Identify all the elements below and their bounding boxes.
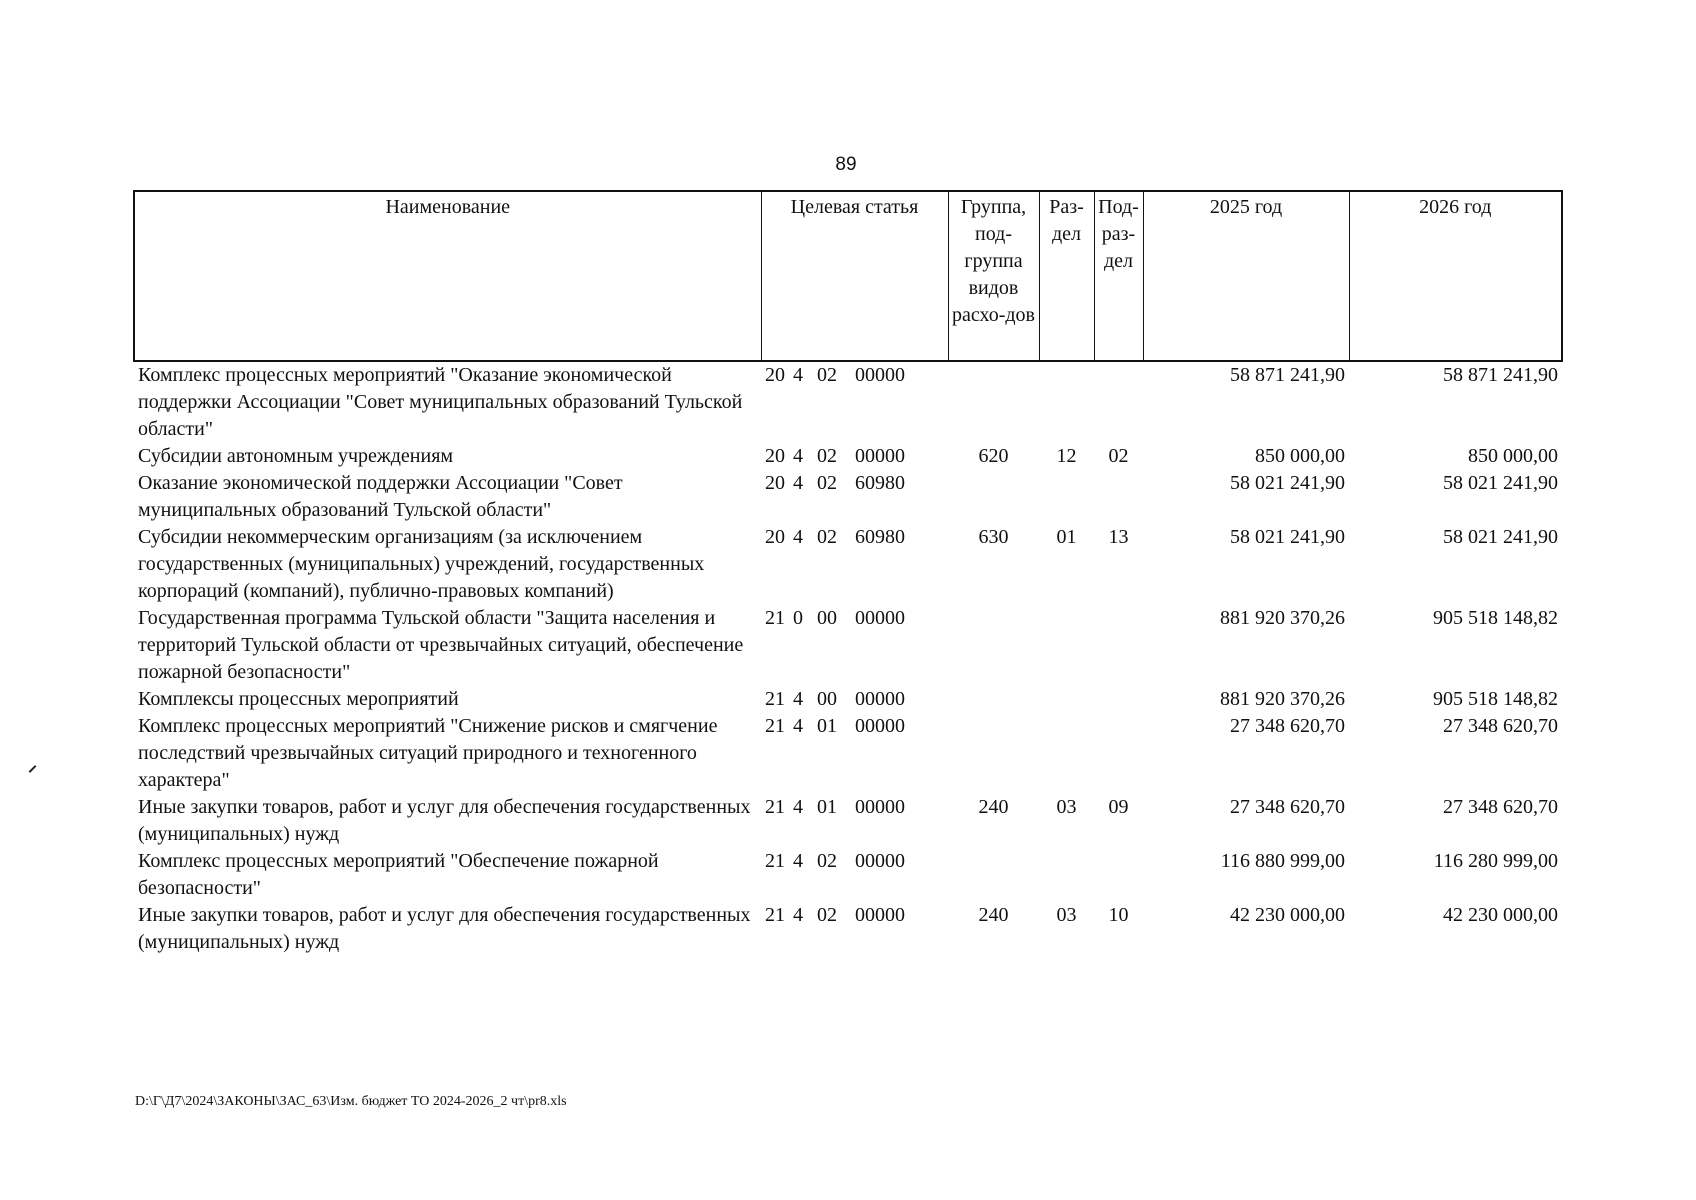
row-target (761, 686, 948, 713)
target-program: 20 (765, 472, 785, 494)
row-2026: 905 518 148,82 (1433, 688, 1558, 710)
header-2025: 2025 год (1143, 191, 1349, 361)
row-section (1039, 686, 1094, 713)
row-target (761, 713, 948, 794)
row-subsection (1094, 470, 1143, 524)
target-complex: 01 (817, 796, 837, 818)
scan-mark (29, 765, 37, 773)
target-complex: 00 (817, 607, 837, 629)
header-name: Наименование (134, 191, 761, 361)
table-row (134, 605, 1562, 686)
target-type: 4 (793, 472, 803, 494)
target-type: 4 (793, 850, 803, 872)
table-row (134, 524, 1562, 605)
target-program: 21 (765, 850, 785, 872)
row-2026: 27 348 620,70 (1443, 796, 1558, 818)
row-2025: 27 348 620,70 (1230, 715, 1345, 737)
row-section: 01 (1056, 526, 1077, 548)
row-target (761, 524, 948, 605)
row-target (761, 902, 948, 956)
target-type: 4 (793, 796, 803, 818)
header-target: Целевая статья (761, 191, 948, 361)
target-type: 4 (793, 688, 803, 710)
row-2025: 58 871 241,90 (1230, 364, 1345, 386)
header-group: Группа, под-группа видов расхо-дов (948, 191, 1039, 361)
row-section (1039, 470, 1094, 524)
row-group (948, 686, 1039, 713)
target-complex: 02 (817, 850, 837, 872)
table-row (134, 686, 1562, 713)
row-2025: 116 880 999,00 (1220, 850, 1345, 872)
page-number: 89 (835, 154, 857, 175)
header-subsection: Под-раз-дел (1094, 191, 1143, 361)
target-direction: 00000 (855, 796, 905, 818)
row-section (1039, 848, 1094, 902)
target-direction: 00000 (855, 445, 905, 467)
target-type: 4 (793, 445, 803, 467)
target-program: 21 (765, 715, 785, 737)
target-direction: 60980 (855, 472, 905, 494)
row-2026: 27 348 620,70 (1443, 715, 1558, 737)
target-program: 21 (765, 904, 785, 926)
row-2025: 58 021 241,90 (1230, 472, 1345, 494)
row-section (1039, 361, 1094, 443)
row-section (1039, 713, 1094, 794)
target-program: 21 (765, 796, 785, 818)
row-name: Иные закупки товаров, работ и услуг для обеспечения государственных (муниципальных) нужд (138, 904, 751, 953)
row-name: Комплекс процессных мероприятий "Обеспечение пожарной безопасности" (138, 850, 659, 899)
row-group: 620 (978, 445, 1009, 467)
table-header (134, 191, 1562, 361)
row-target (761, 470, 948, 524)
row-group: 240 (978, 796, 1009, 818)
table-row (134, 902, 1562, 956)
row-2026: 58 021 241,90 (1443, 526, 1558, 548)
target-direction: 00000 (855, 364, 905, 386)
table-row (134, 713, 1562, 794)
row-section: 12 (1056, 445, 1077, 467)
target-complex: 02 (817, 472, 837, 494)
row-subsection (1094, 686, 1143, 713)
row-subsection (1094, 848, 1143, 902)
target-program: 20 (765, 364, 785, 386)
table-row (134, 361, 1562, 443)
header-2026: 2026 год (1349, 191, 1562, 361)
row-group: 240 (978, 904, 1009, 926)
target-complex: 02 (817, 445, 837, 467)
row-subsection (1094, 605, 1143, 686)
target-type: 4 (793, 904, 803, 926)
row-group (948, 361, 1039, 443)
row-name: Комплексы процессных мероприятий (138, 688, 459, 710)
row-name: Субсидии автономным учреждениям (138, 445, 454, 467)
row-section: 03 (1056, 904, 1077, 926)
row-group (948, 605, 1039, 686)
target-type: 4 (793, 364, 803, 386)
target-complex: 00 (817, 688, 837, 710)
row-2026: 58 021 241,90 (1443, 472, 1558, 494)
target-direction: 60980 (855, 526, 905, 548)
target-direction: 00000 (855, 850, 905, 872)
file-path-footer: D:\Г\Д7\2024\ЗАКОНЫ\ЗАС_63\Изм. бюджет ТО 2024-2026_2 чт\pr8.xls (135, 1094, 567, 1109)
row-section: 03 (1056, 796, 1077, 818)
row-2026: 58 871 241,90 (1443, 364, 1558, 386)
row-target (761, 443, 948, 470)
row-subsection: 13 (1108, 526, 1129, 548)
row-2026: 116 280 999,00 (1433, 850, 1558, 872)
row-2026: 905 518 148,82 (1433, 607, 1558, 629)
row-target (761, 605, 948, 686)
target-direction: 00000 (855, 688, 905, 710)
target-complex: 02 (817, 904, 837, 926)
table-row (134, 443, 1562, 470)
row-target (761, 361, 948, 443)
row-subsection (1094, 713, 1143, 794)
target-type: 4 (793, 526, 803, 548)
target-direction: 00000 (855, 607, 905, 629)
row-2025: 850 000,00 (1255, 445, 1345, 467)
row-subsection: 10 (1108, 904, 1129, 926)
target-program: 21 (765, 688, 785, 710)
target-complex: 02 (817, 364, 837, 386)
row-2026: 850 000,00 (1468, 445, 1558, 467)
target-type: 4 (793, 715, 803, 737)
row-name: Субсидии некоммерческим организациям (за исключением государственных (муниципальных) учреждений, государственных корпораций (компаний), публично-правовых компаний) (138, 526, 705, 602)
row-2025: 881 920 370,26 (1220, 607, 1345, 629)
row-2025: 881 920 370,26 (1220, 688, 1345, 710)
row-2025: 27 348 620,70 (1230, 796, 1345, 818)
target-complex: 02 (817, 526, 837, 548)
table-row (134, 470, 1562, 524)
row-name: Государственная программа Тульской области "Защита населения и территорий Тульской области от чрезвычайных ситуаций, обеспечение пожарной безопасности" (138, 607, 744, 683)
table-row (134, 848, 1562, 902)
target-type: 0 (793, 607, 803, 629)
row-target (761, 848, 948, 902)
target-program: 21 (765, 607, 785, 629)
row-subsection: 09 (1108, 796, 1129, 818)
row-name: Комплекс процессных мероприятий "Снижение рисков и смягчение последствий чрезвычайных ситуаций природного и техногенного характера" (138, 715, 718, 791)
target-program: 20 (765, 445, 785, 467)
row-group (948, 848, 1039, 902)
table-body (134, 361, 1562, 956)
target-complex: 01 (817, 715, 837, 737)
row-subsection (1094, 361, 1143, 443)
row-name: Иные закупки товаров, работ и услуг для обеспечения государственных (муниципальных) нужд (138, 796, 751, 845)
row-name: Оказание экономической поддержки Ассоциации "Совет муниципальных образований Тульской области" (138, 472, 623, 521)
row-2025: 58 021 241,90 (1230, 526, 1345, 548)
target-program: 20 (765, 526, 785, 548)
row-name: Комплекс процессных мероприятий "Оказание экономической поддержки Ассоциации "Совет муниципальных образований Тульской области" (138, 364, 743, 440)
row-group (948, 713, 1039, 794)
table-row (134, 794, 1562, 848)
row-section (1039, 605, 1094, 686)
row-group (948, 470, 1039, 524)
budget-table (133, 190, 1563, 956)
row-subsection: 02 (1108, 445, 1129, 467)
row-target (761, 794, 948, 848)
header-section: Раз-дел (1039, 191, 1094, 361)
row-group: 630 (978, 526, 1009, 548)
row-2026: 42 230 000,00 (1443, 904, 1558, 926)
target-direction: 00000 (855, 904, 905, 926)
row-2025: 42 230 000,00 (1230, 904, 1345, 926)
target-direction: 00000 (855, 715, 905, 737)
